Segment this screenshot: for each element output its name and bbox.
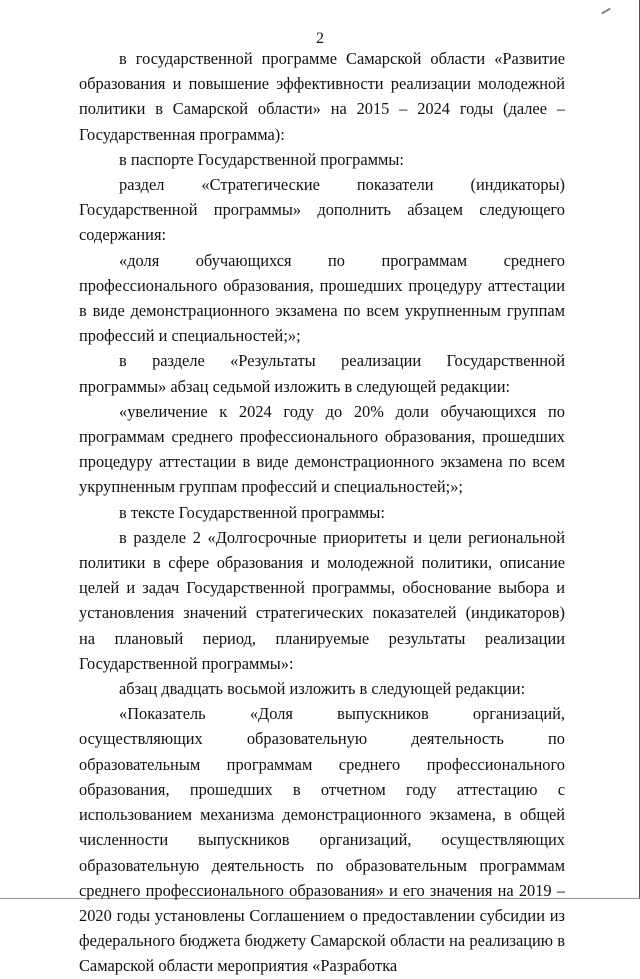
paragraph-10: «Показатель «Доля выпускников организаций, осуществляющих образовательную деятельность по образовательным программам среднего профессионального образования, прошедших в отчетном году аттестацию с использованием механизма демонстрационного экзамена, в общей численности выпускников организаций, осуществляющих образовательную деятельность по образовательным программам среднего профессионального образования» и его значения на 2019 – 2020 годы установлены Соглашением о предоставлении субсидии из федерального бюджета бюджету Самарской области на реализацию в Самарской области мероприятия «Разработка [79, 704, 565, 976]
paragraph-3: раздел «Стратегические показатели (индикаторы) Государственной программы» дополнить абзацем следующего содержания: [79, 175, 565, 245]
paragraph-7: в тексте Государственной программы: [119, 502, 385, 522]
paragraph-9: абзац двадцать восьмой изложить в следующей редакции: [119, 679, 526, 699]
paragraph-1: в государственной программе Самарской области «Развитие образования и повышение эффективности реализации молодежной политики в Самарской области» на 2015 – 2024 годы (далее – Государственная программа): [79, 49, 565, 144]
paragraph-4: «доля обучающихся по программам среднего профессионального образования, прошедших процедуру аттестации в виде демонстрационного экзамена по всем укрупненным группам профессий и специальностей;»; [79, 250, 565, 346]
page-number: 2 [316, 30, 324, 47]
paragraph-2: в паспорте Государственной программы: [119, 149, 404, 169]
scan-mark [601, 8, 611, 15]
paragraph-6: «увеличение к 2024 году до 20% доли обучающихся по программам среднего профессионального образования, прошедших процедуру аттестации в виде демонстрационного экзамена по всем укрупненным группам профессий и специальностей;»; [79, 401, 565, 497]
document-body [79, 46, 565, 979]
paragraph-5: в разделе «Результаты реализации Государственной программы» абзац седьмой изложить в следующей редакции: [79, 351, 565, 396]
paragraph-8: в разделе 2 «Долгосрочные приоритеты и цели региональной политики в сфере образования и молодежной политики, описание целей и задач Государственной программы, обоснование выбора и установления значений стратегических показателей (индикаторов) на плановый период, планируемые результаты реализации Государственной программы»: [79, 527, 565, 673]
